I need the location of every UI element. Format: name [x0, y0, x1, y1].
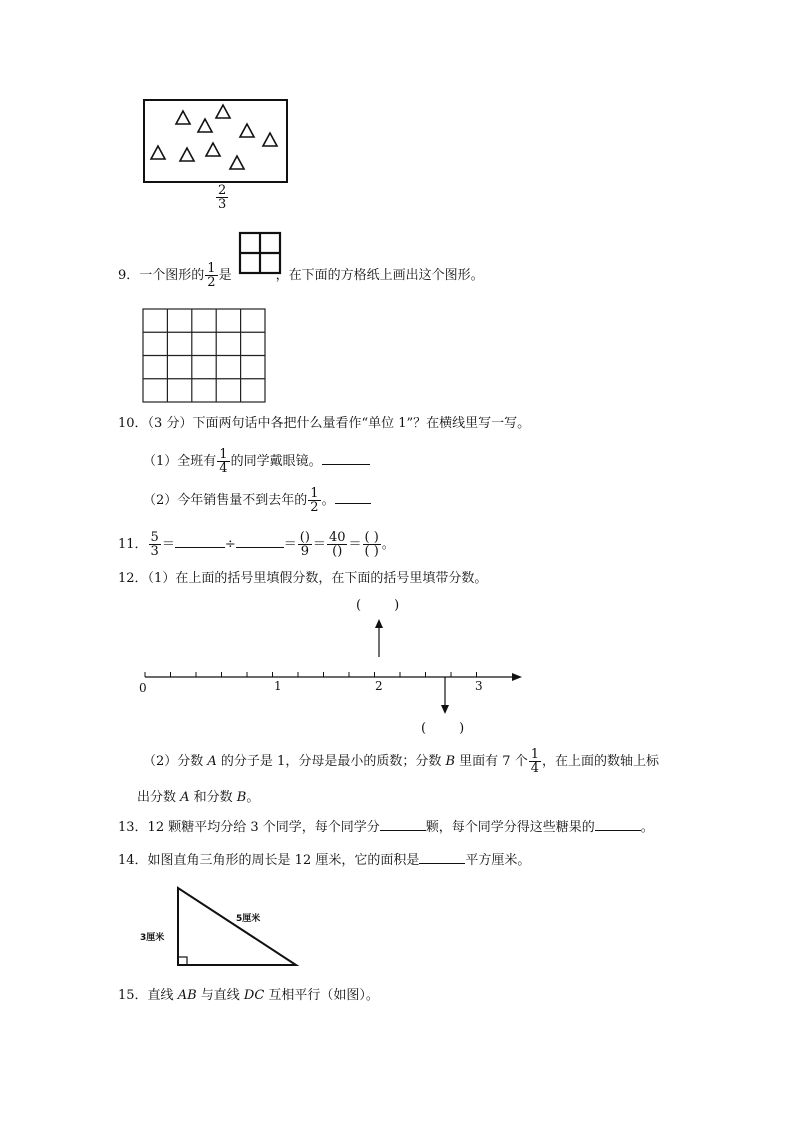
q12-part2-line2: 出分数 A 和分数 B。 [137, 790, 260, 805]
q9-text-pre: 一个图形的 [139, 268, 205, 283]
q12-part2-line1: （2）分数 A 的分子是 1，分母是最小的质数；分数 B 里面有 7 个 $\frac{1}{4}$ ，在上面的数轴上标 [143, 747, 659, 776]
q9-text-post: ，在下面的方格纸上画出这个图形。 [275, 268, 484, 283]
q11-fraction-1: $\frac{5}{3}$ [150, 530, 159, 559]
q14-number: 14． [118, 853, 148, 868]
q10-item-1: （1）全班有 $\frac{1}{4}$ 的同学戴眼镜。 [143, 448, 370, 475]
axis-label-1: 1 [274, 679, 282, 693]
top-figure-fraction: $\frac{2}{3}$ [218, 183, 227, 212]
q12-bracket-top[interactable]: ( ) [356, 598, 400, 613]
axis-label-3: 3 [475, 679, 483, 693]
q11-fraction-3[interactable]: $\frac{40}{()}$ [328, 530, 346, 559]
q11-number: 11． [118, 537, 148, 552]
q10-item2-fraction: $\frac{1}{2}$ [310, 486, 319, 515]
q13-number: 13． [118, 820, 148, 835]
q9-fraction: $\frac{1}{2}$ [207, 261, 216, 290]
q11-fraction-2[interactable]: $\frac{()}{9}$ [299, 530, 310, 559]
question-15: 15．直线 AB 与直线 DC 互相平行（如图）。 [118, 988, 379, 1003]
question-14: 14．如图直角三角形的周长是 12 厘米，它的面积是 平方厘米。 [118, 853, 531, 868]
q11-fraction-4[interactable]: $\frac{( )}{( )}$ [364, 530, 379, 559]
q10-item1-fraction: $\frac{1}{4}$ [219, 447, 228, 476]
q12-bracket-bottom[interactable]: ( ) [421, 721, 465, 736]
axis-label-0: 0 [139, 681, 147, 695]
q10-item-2: （2）今年销售量不到去年的 $\frac{1}{2}$ 。 [143, 487, 371, 514]
right-triangle [178, 888, 296, 965]
q15-number: 15． [118, 988, 148, 1003]
axis-label-2: 2 [375, 679, 383, 693]
q10-intro: （3 分）下面两句话中各把什么量看作“单位 1”？在横线里写一写。 [147, 416, 531, 431]
q12-number: 12． [118, 571, 148, 586]
q9-number: 9． [118, 268, 140, 283]
triangle-label-left: 3厘米 [140, 933, 165, 943]
question-11: 11． $\frac{5}{3}$ ＝ ÷ ＝ $\frac{()}{9}$ ＝ $\frac{40}{()}$ ＝ $\frac{( )}{( )}$ 。 [118, 530, 395, 559]
right-angle-mark [178, 957, 187, 965]
q10-number: 10． [118, 416, 148, 431]
triangle-label-hypotenuse: 5厘米 [236, 914, 261, 924]
q12-part1: （1）在上面的括号里填假分数，在下面的括号里填带分数。 [147, 571, 488, 586]
q12-part2-fraction: $\frac{1}{4}$ [530, 747, 539, 776]
q9-text-mid: 是 [218, 268, 232, 283]
question-13: 13．12 颗糖平均分给 3 个同学，每个同学分 颗，每个同学分得这些糖果的 。 [118, 820, 654, 835]
